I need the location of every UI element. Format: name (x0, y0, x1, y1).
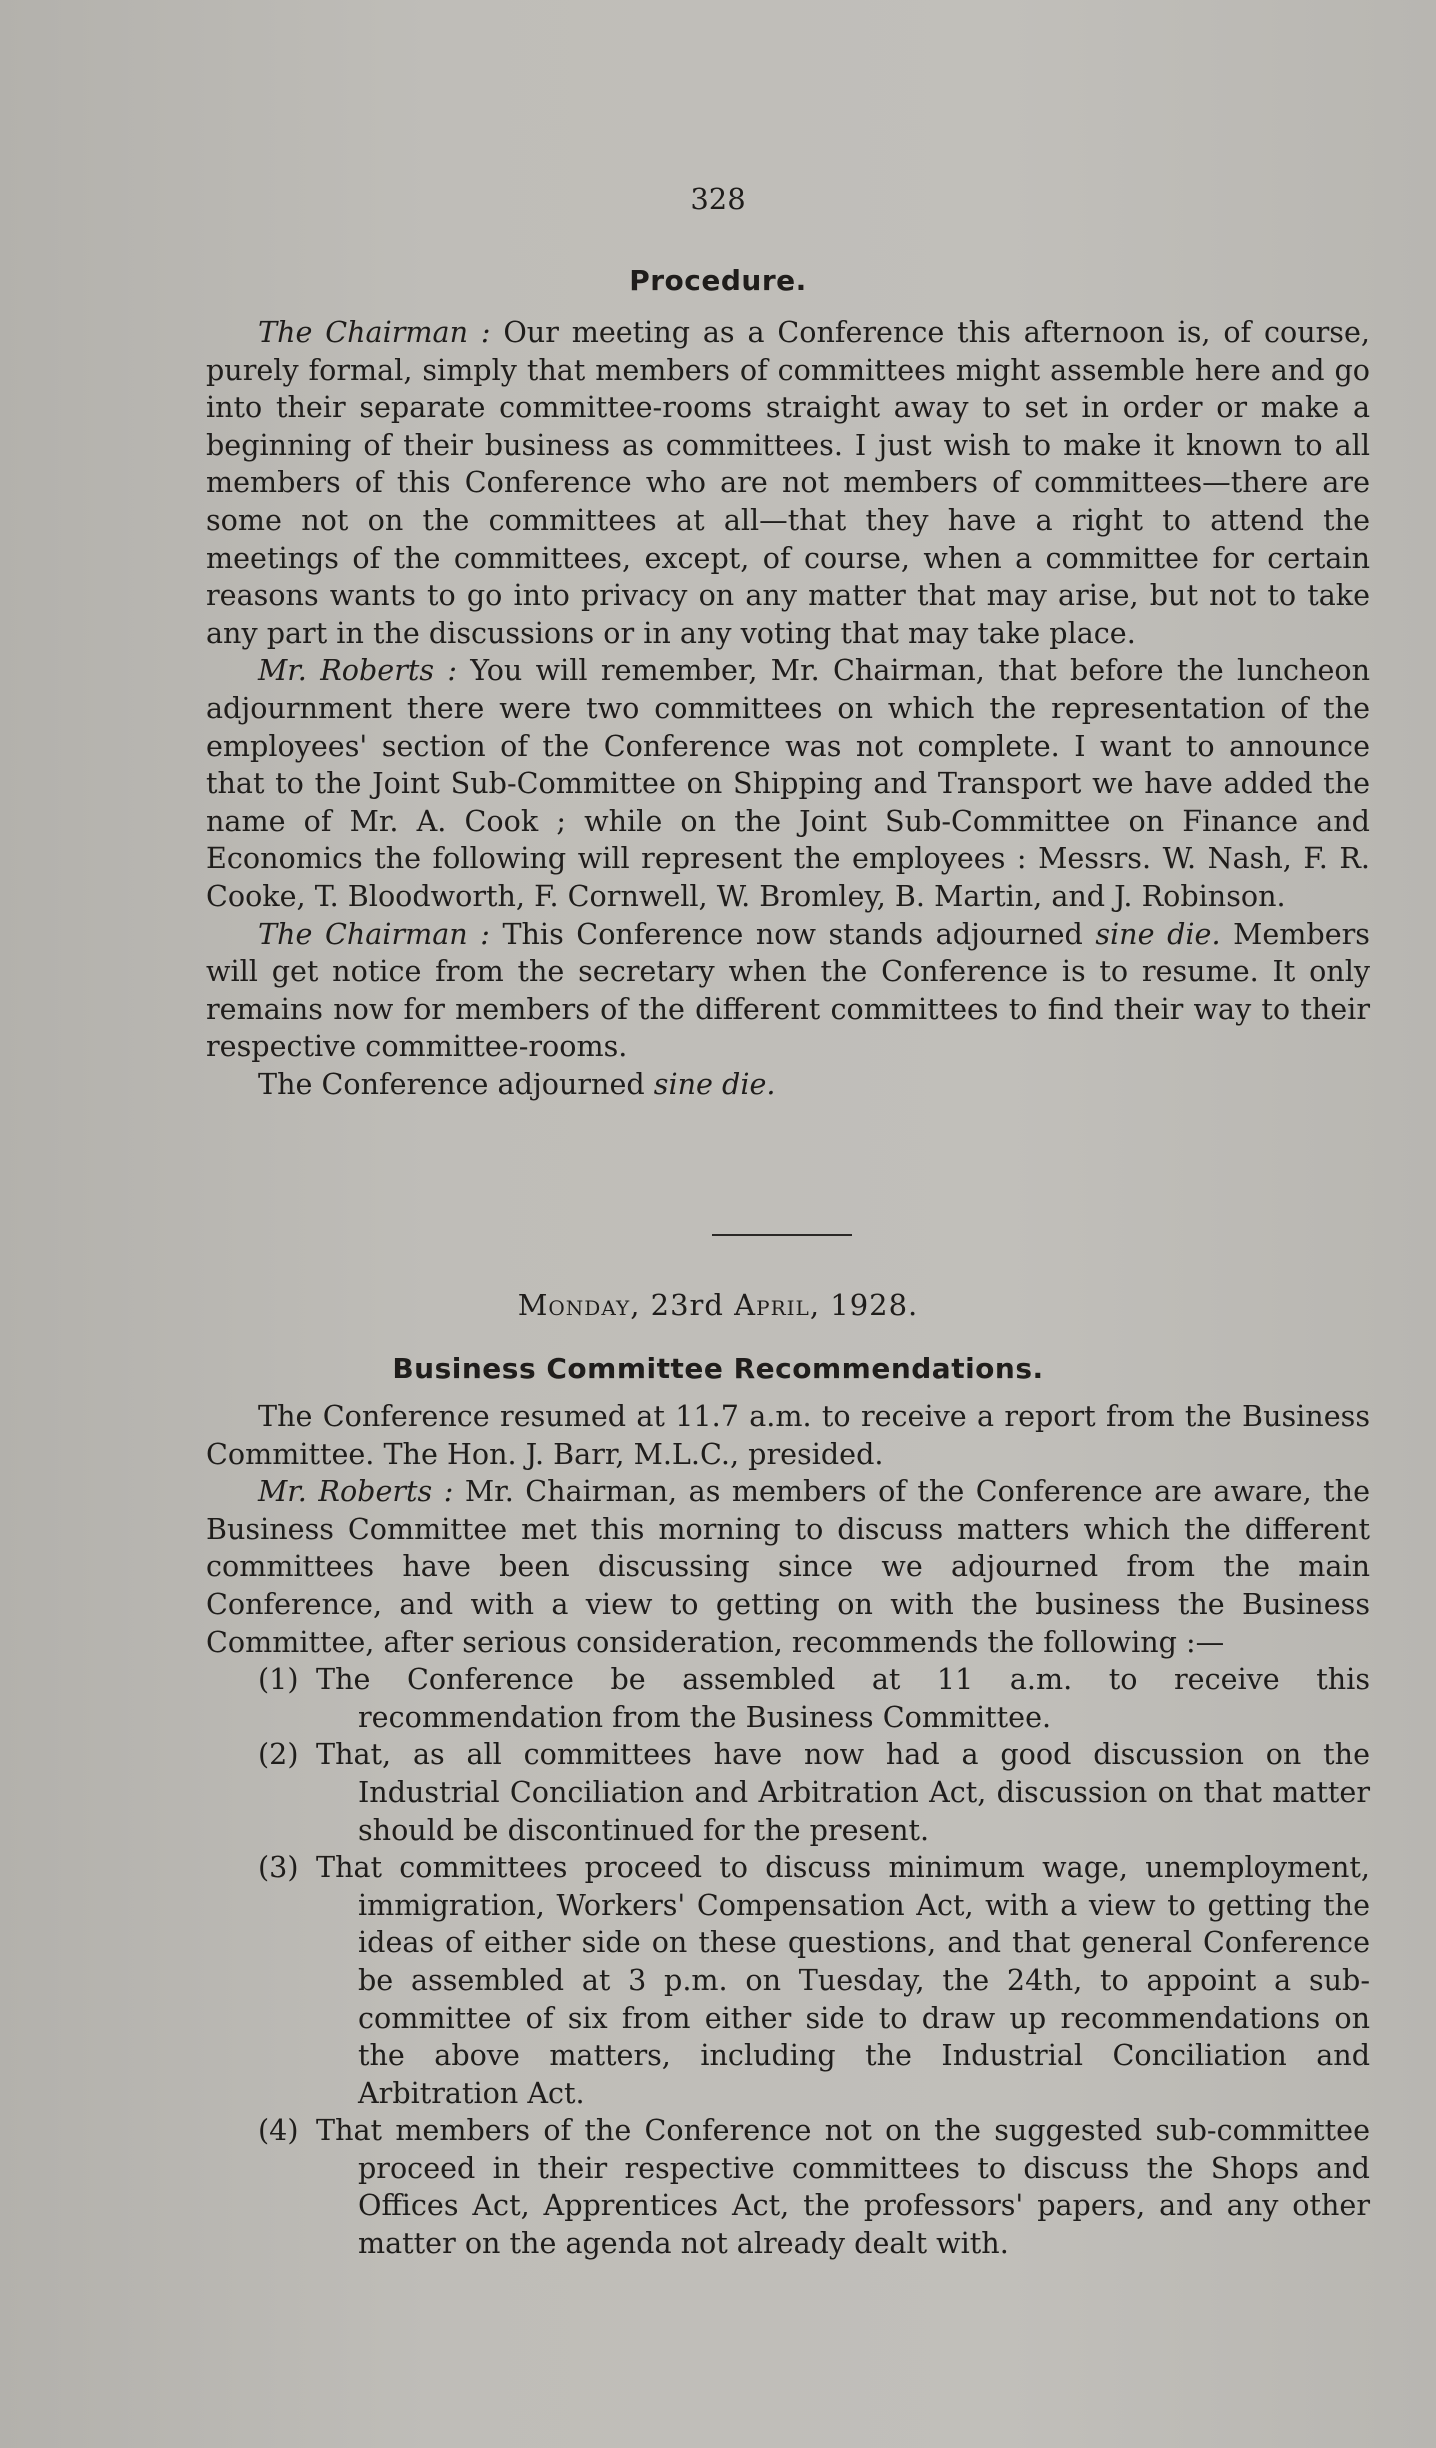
recommendation-item (206, 2112, 1370, 2262)
date-number: , 23rd (630, 1288, 735, 1322)
roberts-announcement-paragraph (206, 652, 1370, 915)
item-text: That, as all committees have now had a good discussion on the Industrial Conciliation and Arbitration Act, discussion on that matter should be discontinued for the present. (316, 1737, 1370, 1847)
adjourned-line (206, 1066, 1370, 1104)
recommendation-item (206, 1661, 1370, 1736)
recommendation-item (206, 1736, 1370, 1849)
speaker-label: The Chairman : (258, 315, 491, 349)
item-text: The Conference be assembled at 11 a.m. to receive this recommendation from the Business Committee. (316, 1662, 1370, 1734)
date-year: , 1928. (809, 1288, 919, 1322)
date-line (0, 1288, 1436, 1322)
chairman-opening-paragraph (206, 314, 1370, 652)
speaker-label: Mr. Roberts : (258, 653, 457, 688)
item-number: (1) (258, 1662, 299, 1697)
item-text: That committees proceed to discuss minimum wage, unemployment, immigration, Workers' Compensation Act, with a view to getting the ideas of either side on these questions, and that general Conference be assembled at 3 p.m. on Tuesday, the 24th, to appoint a sub-committee of six from either side to draw up recommendations on the above matters, including the Industrial Conciliation and Arbitration Act. (316, 1850, 1370, 2110)
item-text: That members of the Conference not on the suggested sub-committee proceed in their respective committees to discuss the Shops and Offices Act, Apprentices Act, the professors' papers, and any other matter on the agenda not already dealt with. (316, 2113, 1370, 2261)
latin-phrase: sine die. (1095, 916, 1221, 951)
roberts-recommendation-paragraph (206, 1473, 1370, 1661)
item-number: (2) (258, 1737, 299, 1772)
business-committee-heading: Business Committee Recommendations. (392, 1352, 1044, 1385)
procedure-body (206, 314, 1370, 1103)
paragraph-text: Our meeting as a Conference this afternoon is, of course, purely formal, simply that members of committees might assemble here and go into their separate committee-rooms straight away to set in order or make a beginning of their business as committees. I just wish to make it known to all members of this Conference who are not members of committees—there are some not on the committees at all—that they have a right to attend the meetings of the committees, except, of course, when a committee for certain reasons wants to go into privacy on any matter that may arise, but not to take any part in the discussions or in any voting that may take place. (206, 315, 1370, 650)
date-day: Monday (517, 1288, 631, 1322)
recommendation-item (206, 1849, 1370, 2112)
item-number: (4) (258, 2113, 299, 2148)
speaker-label: The Chairman : (258, 916, 490, 951)
paragraph-text: You will remember, Mr. Chairman, that before the luncheon adjournment there were two committees on which the representation of the employees' section of the Conference was not complete. I want to announce that to the Joint Sub-Committee on Shipping and Transport we have added the name of Mr. A. Cook ; while on the Joint Sub-Committee on Finance and Economics the following will represent the employees : Messrs. W. Nash, F. R. Cooke, T. Bloodworth, F. Cornwell, W. Bromley, B. Martin, and J. Robinson. (206, 653, 1370, 913)
item-number: (3) (258, 1850, 299, 1885)
business-committee-body (206, 1398, 1370, 2263)
section-divider (712, 1234, 852, 1236)
resumed-paragraph: The Conference resumed at 11.7 a.m. to receive a report from the Business Committee. The Hon. J. Barr, M.L.C., presided. (206, 1399, 1370, 1471)
paragraph-text: Members will get notice from the secretary when the Conference is to resume. It only remains now for members of the different committees to find their way to their respective committee-rooms. (206, 916, 1370, 1064)
date-month: April (734, 1288, 810, 1322)
latin-phrase: sine die. (653, 1066, 776, 1101)
page-number: 328 (690, 182, 746, 216)
paragraph-text: Mr. Chairman, as members of the Conference are aware, the Business Committee met this morning to discuss matters which the different committees have been discussing since we adjourned from the main Conference, and with a view to getting on with the business the Business Committee, after serious consideration, recommends the following :— (206, 1474, 1370, 1659)
chairman-adjournment-paragraph (206, 916, 1370, 1066)
paragraph-text: This Conference now stands adjourned (489, 916, 1096, 951)
speaker-label: Mr. Roberts : (258, 1474, 454, 1509)
paragraph-text: The Conference adjourned (258, 1066, 654, 1101)
procedure-heading: Procedure. (629, 264, 807, 297)
